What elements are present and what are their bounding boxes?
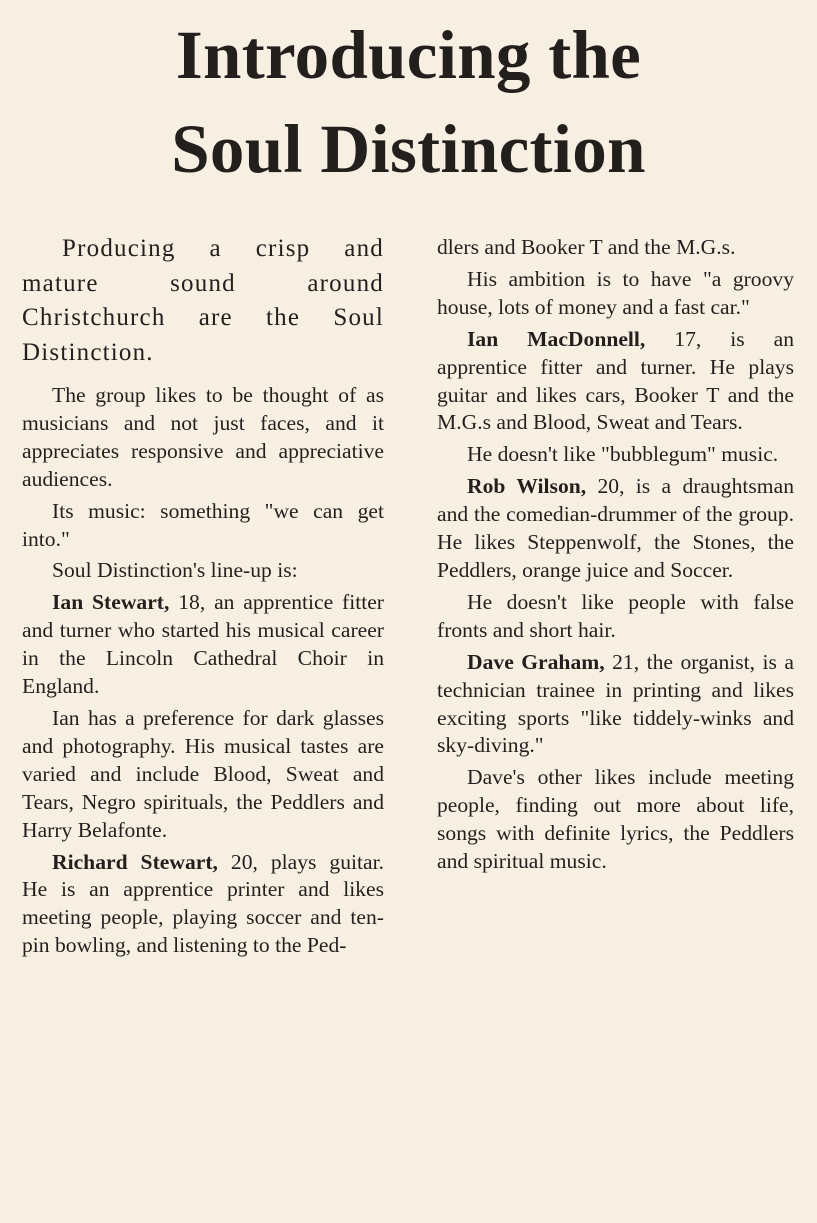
- paragraph-richard-stewart: [22, 849, 384, 961]
- paragraph-richard-ambition: His ambition is to have "a groovy house, lots of money and a fast car.": [437, 266, 794, 319]
- headline-line-2: Soul Distinction: [171, 111, 646, 187]
- paragraph-continued: dlers and Booker T and the M.G.s.: [437, 235, 736, 259]
- paragraph-ian-dislikes: He doesn't like "bubblegum" music.: [467, 442, 779, 467]
- member-bio-rob-wilson: 20, is a draughtsman and the comedian-drummer of the group. He likes Steppenwolf, the Stones, the Peddlers, orange juice and Soccer.: [437, 474, 794, 582]
- left-column: [22, 232, 384, 964]
- paragraph-ian-macdonnell: [437, 326, 794, 438]
- member-name-ian-stewart: Ian Stewart,: [52, 590, 170, 615]
- member-bio-ian-stewart: 18, an apprentice fitter and turner who started his musical career in the Lincoln Cathedral Choir in England.: [22, 590, 384, 699]
- headline: [0, 8, 817, 196]
- paragraph-dave-likes: Dave's other likes include meeting people, finding out more about life, songs with definite lyrics, the Peddlers and spiritual music.: [437, 765, 794, 874]
- member-name-rob-wilson: Rob Wilson,: [467, 474, 587, 499]
- paragraph-rob-dislikes: He doesn't like people with false fronts and short hair.: [437, 589, 794, 642]
- paragraph-ian-stewart: [22, 589, 384, 701]
- headline-line-1: Introducing the: [175, 17, 642, 93]
- paragraph-lineup: Soul Distinction's line-up is:: [52, 558, 298, 583]
- member-name-richard-stewart: Richard Stewart,: [52, 849, 218, 874]
- member-name-dave-graham: Dave Graham,: [467, 649, 605, 674]
- member-bio-dave-graham: 21, the organist, is a technician trainee in printing and likes exciting sports "like tiddely-winks and sky-diving.": [437, 649, 794, 758]
- lead-paragraph: Producing a crisp and mature sound around Christchurch are the Soul Distinction.: [22, 235, 384, 366]
- paragraph-group-musicians: The group likes to be thought of as musicians and not just faces, and it appreciates responsive and appreciative audiences.: [22, 383, 384, 491]
- right-column: [437, 234, 794, 880]
- member-name-ian-macdonnell: Ian MacDonnell,: [467, 326, 646, 351]
- paragraph-rob-wilson: [437, 473, 794, 585]
- member-bio-richard-stewart: 20, plays guitar. He is an apprentice printer and likes meeting people, playing soccer and ten-pin bowling, and listening to the Ped-: [22, 849, 385, 958]
- paragraph-ian-preferences: Ian has a preference for dark glasses and photography. His musical tastes are varied and include Blood, Sweat and Tears, Negro spirituals, the Peddlers and Harry Belafonte.: [22, 705, 384, 842]
- member-bio-ian-macdonnell: 17, is an apprentice fitter and turner. He plays guitar and likes cars, Booker T and the M.G.s and Blood, Sweat and Tears.: [437, 326, 794, 435]
- paragraph-music: Its music: something "we can get into.": [22, 498, 384, 551]
- paragraph-dave-graham: [437, 649, 794, 761]
